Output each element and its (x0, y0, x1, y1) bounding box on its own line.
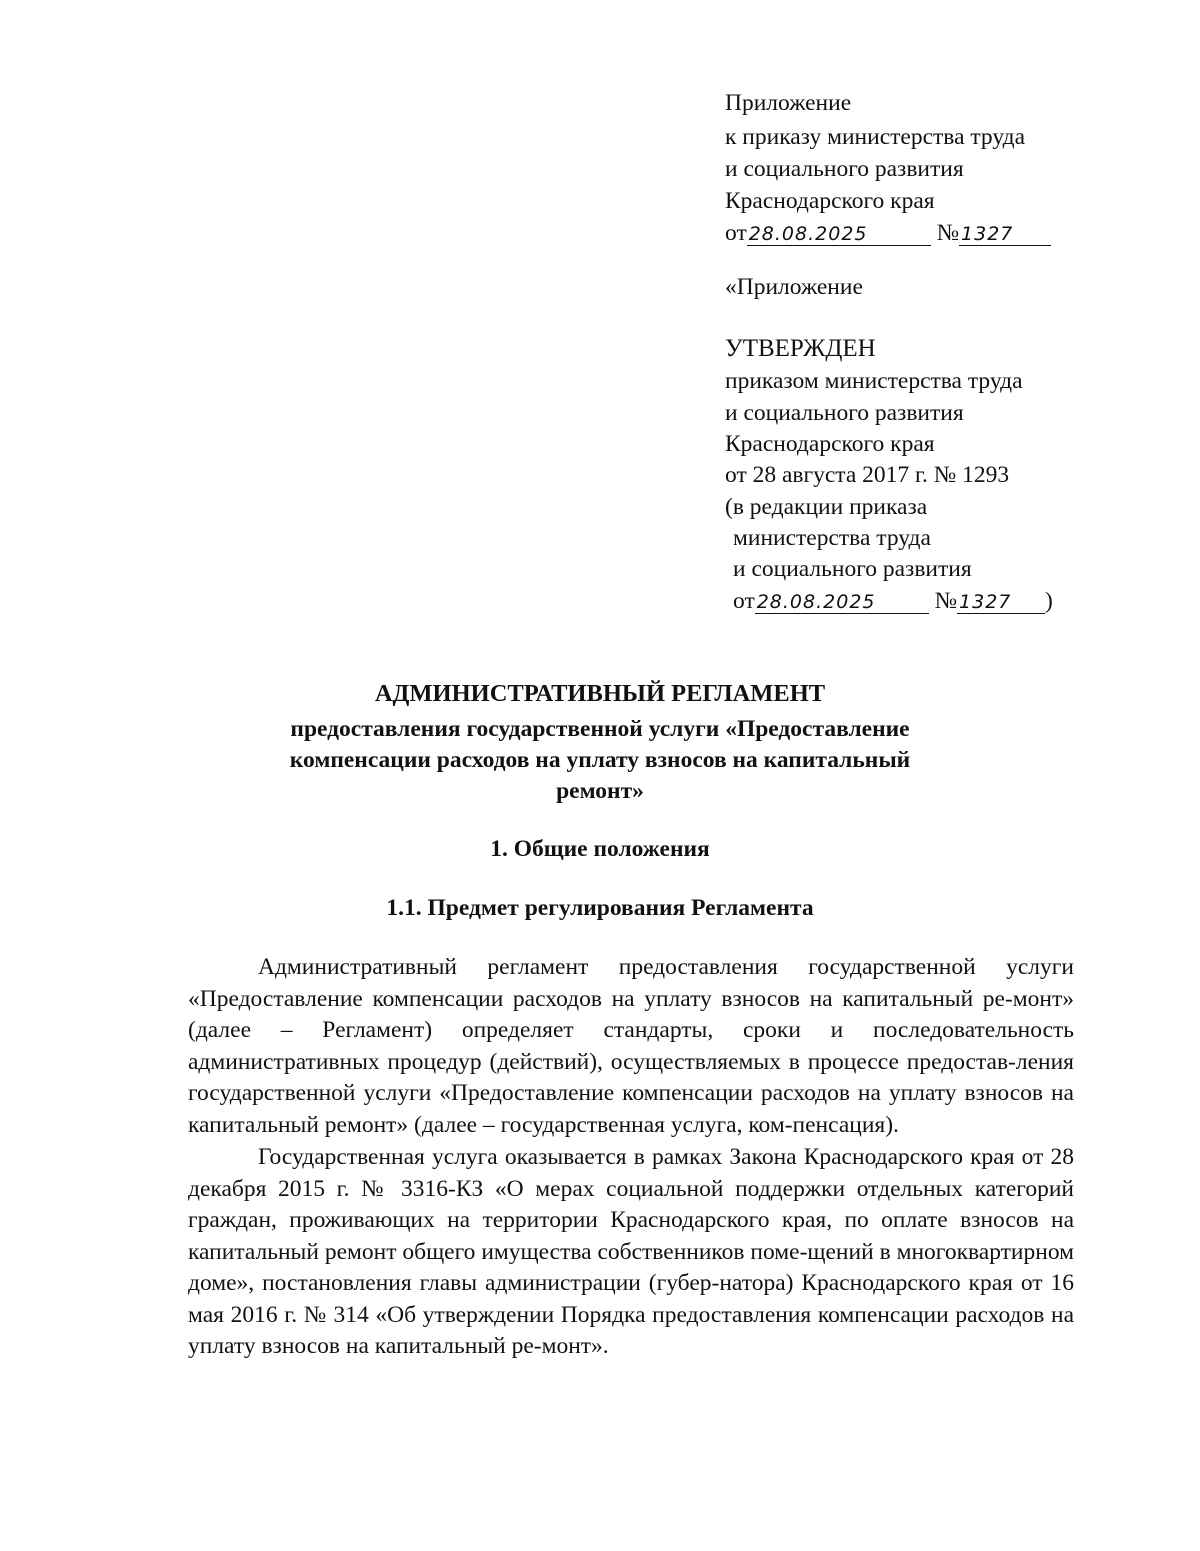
approved-line-4: от 28 августа 2017 г. № 1293 (725, 462, 1010, 488)
approved-line-6: министерства труда (733, 525, 931, 551)
approved-quote-label: «Приложение (725, 274, 863, 300)
document-title: АДМИНИСТРАТИВНЫЙ РЕГЛАМЕНТ (374, 680, 826, 707)
appendix-line-2: к приказу министерства труда (725, 124, 1026, 150)
approved-date-prefix: от (733, 588, 755, 614)
approved-line-3: Краснодарского края (725, 431, 935, 457)
approved-number-prefix: № (934, 588, 958, 614)
subsection-heading: 1.1. Предмет регулирования Регламента (386, 895, 814, 921)
appendix-date-line (725, 222, 1051, 246)
body-paragraph-1: Административный регламент предоставления государственной услуги «Предоставление компенсации расходов на уплату взносов на капитальный ре-монт» (далее – Регламент) определяет стандарты, сроки и последовательность административных процедур (действий), осуществляемых в процессе предостав-ления государственной услуги «Предоставление компенсации расходов на уплату взносов на капитальный ремонт» (далее – государственная услуга, ком-пенсация). (188, 954, 1074, 1138)
approved-date-handwritten: 28.08.2025 (755, 593, 929, 614)
approved-line-7: и социального развития (733, 556, 972, 582)
appendix-line-4: Краснодарского края (725, 188, 935, 214)
document-subtitle-line-2: компенсации расходов на уплату взносов на капитальный (289, 747, 911, 773)
appendix-date-handwritten: 28.08.2025 (747, 225, 931, 246)
appendix-number-prefix: № (936, 220, 960, 246)
approved-closing-paren: ) (1045, 588, 1053, 614)
approved-heading: УТВЕРЖДЕН (725, 335, 876, 362)
approved-date-line (733, 590, 1053, 614)
document-subtitle-line-3: ремонт» (556, 778, 644, 804)
appendix-line-3: и социального развития (725, 156, 964, 182)
section-heading: 1. Общие положения (490, 836, 710, 862)
document-subtitle-line-1: предоставления государственной услуги «Предоставление (290, 716, 910, 742)
approved-line-1: приказом министерства труда (725, 368, 1023, 394)
appendix-line-1: Приложение (725, 90, 852, 116)
body-text (188, 952, 1074, 1363)
approved-line-5: (в редакции приказа (725, 494, 928, 520)
body-paragraph-2: Государственная услуга оказывается в рамках Закона Краснодарского края от 28 декабря 2015 г. № 3316-КЗ «О мерах социальной поддержки отдельных категорий граждан, проживающих на территории Краснодарского края, по оплате взносов на капитальный ремонт общего имущества собственников поме-щений в многоквартирном доме», постановления главы администрации (губер-натора) Краснодарского края от 16 мая 2016 г. № 314 «Об утверждении Порядка предоставления компенсации расходов на уплату взносов на капитальный ре-монт». (188, 1144, 1074, 1359)
approved-line-2: и социального развития (725, 400, 964, 426)
appendix-date-prefix: от (725, 220, 747, 246)
appendix-number-handwritten: 1327 (959, 225, 1051, 246)
approved-number-handwritten: 1327 (957, 593, 1045, 614)
